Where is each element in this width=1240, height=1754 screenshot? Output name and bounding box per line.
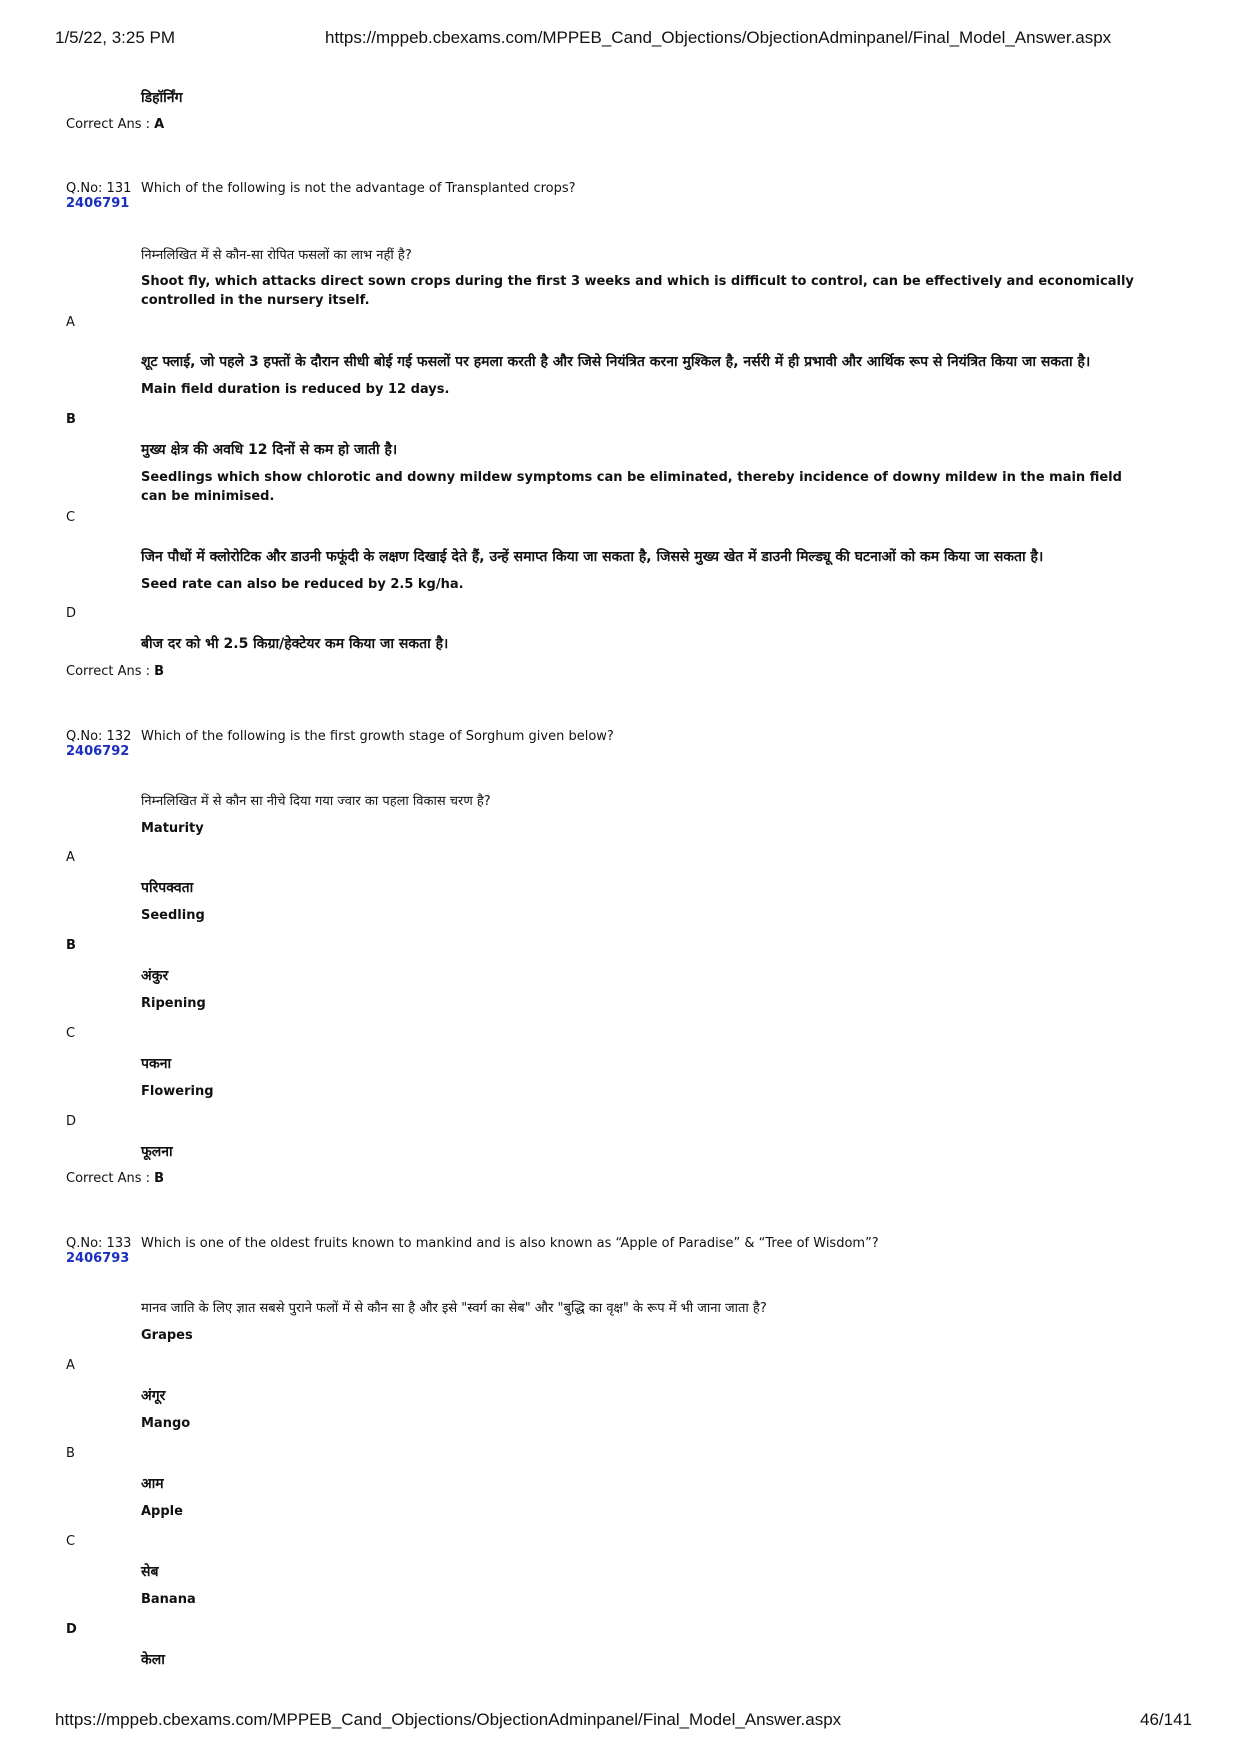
correct-value: B bbox=[154, 1171, 165, 1186]
option-b-english: Main field duration is reduced by 12 days. bbox=[141, 382, 450, 397]
option-c-hindi: जिन पौधों में क्लोरोटिक और डाउनी फफूंदी के लक्षण दिखाई देते हैं, उन्हें समाप्त किया जा सकता है, जिससे मुख्य खेत में डाउनी मिल्ड्यू की घटनाओं को कम किया जा सकता है। bbox=[141, 549, 1044, 565]
question-133-text: Which is one of the oldest fruits known to mankind and is also known as “Apple of Paradise” & “Tree of Wisdom”? bbox=[141, 1236, 879, 1251]
question-id: 2406791 bbox=[66, 196, 130, 211]
question-number: Q.No: 132 bbox=[66, 729, 132, 744]
option-d-english: Banana bbox=[141, 1592, 196, 1607]
option-a-hindi: अंगूर bbox=[141, 1388, 166, 1404]
question-131-correct-answer bbox=[66, 664, 164, 679]
question-number: Q.No: 133 bbox=[66, 1236, 132, 1251]
option-a-hindi: परिपक्वता bbox=[141, 880, 194, 896]
option-d-hindi: केला bbox=[141, 1652, 165, 1668]
option-c-letter: C bbox=[66, 1026, 76, 1041]
option-b-hindi: अंकुर bbox=[141, 968, 169, 984]
correct-label: Correct Ans : bbox=[66, 1171, 150, 1186]
option-b-hindi: मुख्य क्षेत्र की अवधि 12 दिनों से कम हो जाती है। bbox=[141, 442, 398, 458]
correct-label: Correct Ans : bbox=[66, 117, 150, 132]
option-d-letter: D bbox=[66, 606, 77, 621]
option-b-hindi: आम bbox=[141, 1476, 164, 1492]
option-c-letter: C bbox=[66, 510, 76, 525]
option-b-letter: B bbox=[66, 412, 76, 427]
option-a-letter: A bbox=[66, 850, 75, 865]
option-b-letter: B bbox=[66, 938, 76, 953]
option-d-letter: D bbox=[66, 1114, 77, 1129]
option-c-hindi: पकना bbox=[141, 1056, 172, 1072]
question-132-meta bbox=[66, 729, 131, 759]
prev-option-hindi: डिहॉर्निंग bbox=[141, 90, 183, 106]
question-132-correct-answer bbox=[66, 1171, 164, 1186]
option-c-english: Apple bbox=[141, 1504, 183, 1519]
question-131-text: Which of the following is not the advantage of Transplanted crops? bbox=[141, 181, 576, 196]
question-132-text: Which of the following is the first growth stage of Sorghum given below? bbox=[141, 729, 614, 744]
option-d-english: Flowering bbox=[141, 1084, 214, 1099]
option-c-letter: C bbox=[66, 1534, 76, 1549]
prev-correct-answer bbox=[66, 117, 164, 132]
question-131-meta bbox=[66, 181, 131, 211]
option-a-hindi: शूट फ्लाई, जो पहले 3 हफ्तों के दौरान सीधी बोई गई फसलों पर हमला करती है और जिसे नियंत्रित करना मुश्किल है, नर्सरी में ही प्रभावी और आर्थिक रूप से नियंत्रित किया जा सकता है। bbox=[141, 354, 1091, 370]
option-c-english: Seedlings which show chlorotic and downy mildew symptoms can be eliminated, thereby incidence of downy mildew in the main field can be minimised. bbox=[141, 470, 1122, 504]
print-url-footer[interactable]: https://mppeb.cbexams.com/MPPEB_Cand_Objections/ObjectionAdminpanel/Final_Model_Answer.aspx bbox=[55, 1710, 842, 1729]
question-id: 2406792 bbox=[66, 744, 130, 759]
question-133-hindi: मानव जाति के लिए ज्ञात सबसे पुराने फलों में से कौन सा है और इसे "स्वर्ग का सेब" और "बुद्धि का वृक्ष" के रूप में भी जाना जाता है? bbox=[141, 1301, 767, 1316]
option-d-letter: D bbox=[66, 1622, 77, 1637]
question-number: Q.No: 131 bbox=[66, 181, 132, 196]
option-a-english: Maturity bbox=[141, 821, 204, 836]
option-c-hindi: सेब bbox=[141, 1564, 159, 1580]
option-d-hindi: बीज दर को भी 2.5 किग्रा/हेक्टेयर कम किया जा सकता है। bbox=[141, 636, 449, 652]
question-id: 2406793 bbox=[66, 1251, 130, 1266]
correct-value: B bbox=[154, 664, 165, 679]
option-d-english: Seed rate can also be reduced by 2.5 kg/ha. bbox=[141, 577, 464, 592]
print-datetime: 1/5/22, 3:25 PM bbox=[55, 28, 176, 47]
option-c-english: Ripening bbox=[141, 996, 206, 1011]
option-a-letter: A bbox=[66, 315, 75, 330]
question-132-hindi: निम्नलिखित में से कौन सा नीचे दिया गया ज्वार का पहला विकास चरण है? bbox=[141, 794, 491, 809]
print-url-header[interactable]: https://mppeb.cbexams.com/MPPEB_Cand_Objections/ObjectionAdminpanel/Final_Model_Answer.aspx bbox=[325, 28, 1112, 47]
option-b-letter: B bbox=[66, 1446, 75, 1461]
question-133-meta bbox=[66, 1236, 131, 1266]
correct-label: Correct Ans : bbox=[66, 664, 150, 679]
option-d-hindi: फूलना bbox=[141, 1144, 173, 1160]
option-a-letter: A bbox=[66, 1358, 75, 1373]
page-number: 46/141 bbox=[1140, 1710, 1192, 1729]
option-a-english: Shoot fly, which attacks direct sown crops during the first 3 weeks and which is difficult to control, can be effectively and economically controlled in the nursery itself. bbox=[141, 274, 1134, 308]
correct-value: A bbox=[154, 117, 165, 132]
question-131-hindi: निम्नलिखित में से कौन-सा रोपित फसलों का लाभ नहीं है? bbox=[141, 248, 412, 263]
option-b-english: Mango bbox=[141, 1416, 191, 1431]
option-a-english: Grapes bbox=[141, 1328, 193, 1343]
option-b-english: Seedling bbox=[141, 908, 205, 923]
